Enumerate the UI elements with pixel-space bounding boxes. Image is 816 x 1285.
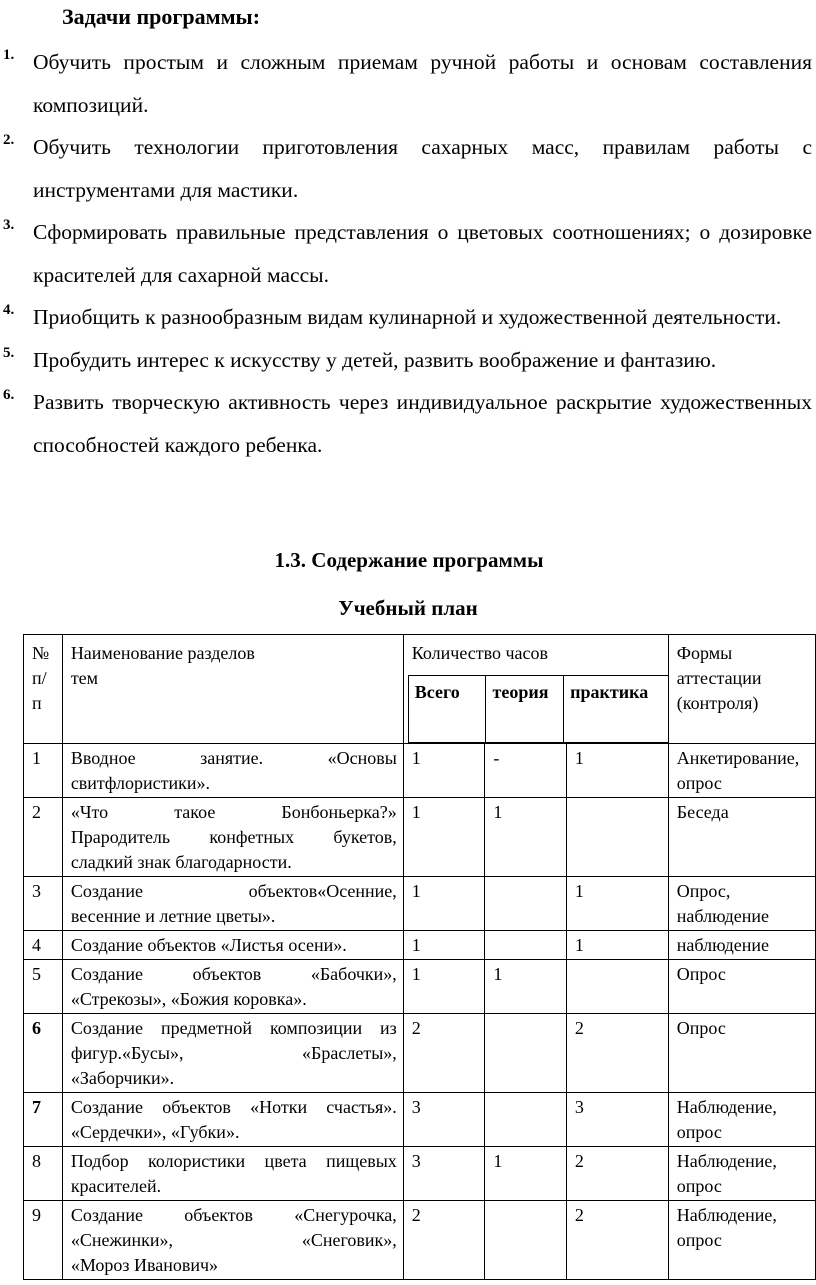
row-theory	[485, 1014, 567, 1093]
row-name	[62, 877, 403, 931]
section-title: 1.3. Содержание программы	[274, 548, 544, 572]
task-text: Обучить простым и сложным приемам ручной работы и основам составления композиций.	[33, 50, 812, 117]
header-num: № п/п	[24, 635, 63, 744]
row-name-line: «Стрекозы», «Божия коровка».	[70, 989, 307, 1009]
row-practice	[566, 798, 668, 877]
task-item	[0, 211, 816, 296]
row-name-line: «Сердечки», «Губки».	[70, 1122, 240, 1142]
row-name-line: Создание предметной композиции из	[70, 1018, 397, 1038]
header-total: Всего	[408, 675, 486, 742]
tasks-list	[0, 41, 816, 466]
task-item	[0, 381, 816, 466]
curriculum-table	[23, 634, 816, 1280]
task-number: 2.	[3, 132, 15, 148]
table-row	[24, 1093, 816, 1147]
plan-title: Учебный план	[338, 596, 478, 620]
header-subcols	[403, 675, 668, 744]
row-name-line: «Заборчики».	[70, 1068, 175, 1088]
table-row	[24, 877, 816, 931]
header-name: Наименование разделов тем	[62, 635, 403, 744]
row-practice: 1	[566, 877, 668, 931]
table-row	[24, 798, 816, 877]
task-text: Сформировать правильные представления о цветовых соотношениях; о дозировке красителей для сахарной массы.	[33, 220, 812, 287]
row-practice: 2	[566, 1147, 668, 1201]
row-practice: 2	[566, 1201, 668, 1280]
row-form: наблюдение	[668, 931, 815, 960]
task-number: 3.	[3, 217, 15, 233]
row-practice: 3	[566, 1093, 668, 1147]
row-number: 1	[24, 744, 63, 798]
row-total: 2	[403, 1014, 485, 1093]
row-name	[62, 960, 403, 1014]
row-form: Наблюдение, опрос	[668, 1147, 815, 1201]
header-hours: Количество часов	[403, 635, 668, 675]
row-name-line: Создание объектов «Бабочки»,	[70, 964, 397, 984]
row-total: 1	[403, 931, 485, 960]
row-name	[62, 1201, 403, 1280]
task-text: Развить творческую активность через индивидуальное раскрытие художественных способностей каждого ребенка.	[33, 390, 812, 457]
row-form: Анкетирование, опрос	[668, 744, 815, 798]
row-name	[62, 1014, 403, 1093]
row-theory: 1	[485, 798, 567, 877]
row-form: Опрос	[668, 960, 815, 1014]
row-name-line: весенние и летние цветы».	[70, 906, 276, 926]
row-name-line: Создание объектов «Листья осени».	[70, 935, 347, 955]
table-row	[24, 1147, 816, 1201]
task-item	[0, 296, 816, 339]
row-form: Опрос	[668, 1014, 815, 1093]
task-text: Обучить технологии приготовления сахарных масс, правилам работы с инструментами для мастики.	[33, 135, 812, 202]
row-number: 9	[24, 1201, 63, 1280]
header-theory: теория	[486, 675, 564, 742]
row-form: Наблюдение, опрос	[668, 1201, 815, 1280]
row-practice: 1	[566, 931, 668, 960]
task-number: 1.	[3, 47, 15, 63]
table-row	[24, 931, 816, 960]
row-total: 3	[403, 1147, 485, 1201]
task-number: 5.	[3, 344, 15, 361]
row-name-line: Вводное занятие. «Основы	[70, 748, 397, 768]
row-number: 4	[24, 931, 63, 960]
table-row	[24, 744, 816, 798]
row-name-line: «Что такое Бонбоньерка?»	[70, 802, 397, 822]
row-total: 1	[403, 744, 485, 798]
row-total: 1	[403, 960, 485, 1014]
row-name-line: красителей.	[70, 1176, 162, 1196]
row-total: 2	[403, 1201, 485, 1280]
row-name	[62, 931, 403, 960]
row-number: 5	[24, 960, 63, 1014]
row-name-line: свитфлористики».	[70, 773, 210, 793]
task-item	[0, 339, 816, 382]
task-number: 6.	[3, 387, 15, 403]
row-theory: 1	[485, 960, 567, 1014]
header-subtable	[408, 675, 668, 743]
row-name	[62, 798, 403, 877]
row-name	[62, 1093, 403, 1147]
task-text: Пробудить интерес к искусству у детей, развить воображение и фантазию.	[33, 347, 717, 372]
row-name-line: Прародитель конфетных букетов,	[70, 827, 397, 847]
row-name-line: сладкий знак благодарности.	[70, 852, 292, 872]
row-name	[62, 1147, 403, 1201]
row-theory: 1	[485, 1147, 567, 1201]
row-name-line: Создание объектов«Осенние,	[70, 881, 397, 901]
row-number: 3	[24, 877, 63, 931]
table-row	[24, 1201, 816, 1280]
row-theory	[485, 1093, 567, 1147]
tasks-heading: Задачи программы:	[62, 4, 261, 29]
table-row	[24, 960, 816, 1014]
row-theory	[485, 1201, 567, 1280]
row-form: Наблюдение, опрос	[668, 1093, 815, 1147]
row-name-line: Создание объектов «Снегурочка,	[70, 1205, 397, 1225]
row-name-line: «Снежинки», «Снеговик»,	[70, 1230, 397, 1250]
row-number: 6	[24, 1014, 63, 1093]
row-theory	[485, 931, 567, 960]
row-name-line: Подбор колористики цвета пищевых	[70, 1151, 397, 1171]
row-name-line: Создание объектов «Нотки счастья».	[70, 1097, 397, 1117]
task-text: Приобщить к разнообразным видам кулинарной и художественной деятельности.	[33, 305, 782, 329]
table-row	[24, 1014, 816, 1093]
task-item	[0, 126, 816, 211]
row-form: Опрос, наблюдение	[668, 877, 815, 931]
row-number: 7	[24, 1093, 63, 1147]
row-name-line: «Мороз Иванович»	[70, 1255, 219, 1275]
row-practice	[566, 960, 668, 1014]
header-practice: практика	[564, 675, 668, 742]
row-theory: -	[485, 744, 567, 798]
row-total: 1	[403, 798, 485, 877]
row-total: 1	[403, 877, 485, 931]
row-number: 8	[24, 1147, 63, 1201]
row-practice: 2	[566, 1014, 668, 1093]
row-form: Беседа	[668, 798, 815, 877]
task-item	[0, 41, 816, 126]
row-name	[62, 744, 403, 798]
row-name-line: фигур.«Бусы», «Браслеты»,	[70, 1043, 397, 1063]
row-theory	[485, 877, 567, 931]
task-number: 4.	[3, 302, 15, 318]
row-practice: 1	[566, 744, 668, 798]
header-form: Формы аттестации (контроля)	[668, 635, 815, 744]
row-number: 2	[24, 798, 63, 877]
row-total: 3	[403, 1093, 485, 1147]
